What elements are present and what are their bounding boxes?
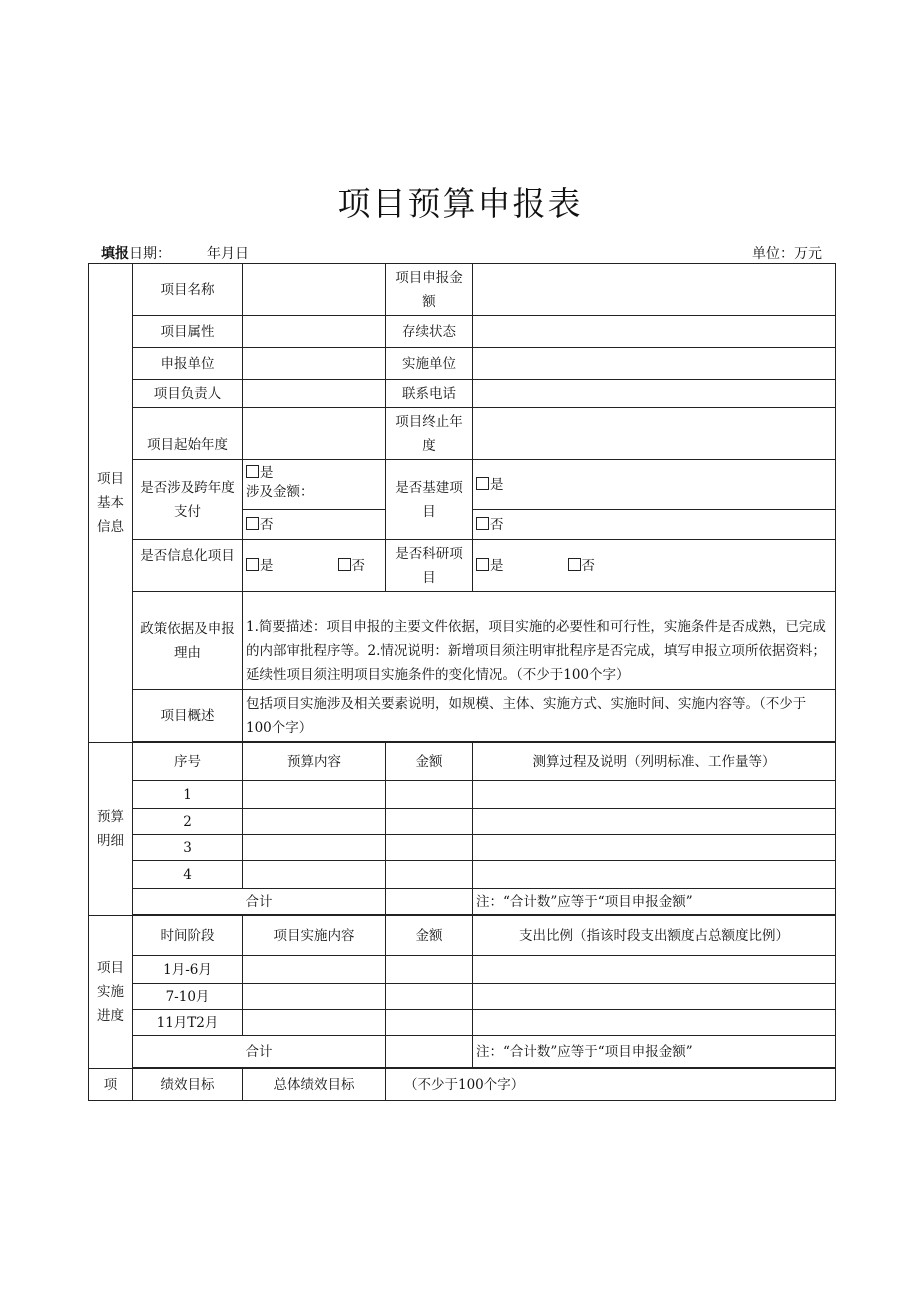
progress-period: 7-10月 xyxy=(133,984,243,1010)
construction-no-cell xyxy=(473,510,836,540)
research-yes-text: 是 xyxy=(490,557,504,574)
budget-content-input[interactable] xyxy=(243,861,386,889)
progress-header-period: 时间阶段 xyxy=(133,916,243,956)
budget-total-label: 合计 xyxy=(133,889,386,915)
construction-yes-cell xyxy=(473,460,836,510)
page-title: 项目预算申报表 xyxy=(337,184,583,223)
budget-header-no: 序号 xyxy=(133,743,243,781)
budget-calc-input[interactable] xyxy=(473,835,836,861)
budget-amount-input[interactable] xyxy=(386,781,473,809)
progress-total-label: 合计 xyxy=(133,1036,386,1068)
cross-amount-text: 涉及金额： xyxy=(246,484,314,500)
it-project-label: 是否信息化项目 xyxy=(133,540,243,592)
project-name-label: 项目名称 xyxy=(133,264,243,316)
progress-header-content: 项目实施内容 xyxy=(243,916,386,956)
overall-goal-input[interactable]: （不少于100个字） xyxy=(386,1069,836,1101)
budget-amount-input[interactable] xyxy=(386,861,473,889)
it-yes-text: 是 xyxy=(260,557,274,574)
budget-calc-input[interactable] xyxy=(473,861,836,889)
budget-row-no: 3 xyxy=(133,835,243,861)
budget-application-form xyxy=(88,263,836,1101)
budget-calc-input[interactable] xyxy=(473,781,836,809)
cross-no-text: 否 xyxy=(260,516,274,533)
project-name-input[interactable] xyxy=(243,264,386,316)
basic-info-section-label: 项目基本信息 xyxy=(89,264,133,743)
progress-total-amount[interactable] xyxy=(386,1036,473,1068)
apply-unit-input[interactable] xyxy=(243,348,386,380)
budget-amount-input[interactable] xyxy=(386,809,473,835)
budget-row-no: 4 xyxy=(133,861,243,889)
budget-content-input[interactable] xyxy=(243,781,386,809)
budget-section-label: 预算明细 xyxy=(89,743,133,916)
checkbox[interactable] xyxy=(568,558,581,571)
construction-label: 是否基建项目 xyxy=(386,460,473,540)
phone-label: 联系电话 xyxy=(386,380,473,408)
start-year-input[interactable] xyxy=(243,408,386,460)
budget-header-calc: 测算过程及说明（列明标准、工作量等） xyxy=(473,743,836,781)
overall-goal-label: 总体绩效目标 xyxy=(243,1069,386,1101)
end-year-label: 项目终止年度 xyxy=(386,408,473,460)
fill-date-label: 日期： xyxy=(129,246,171,262)
overview-text[interactable]: 包括项目实施涉及相关要素说明，如规模、主体、实施方式、实施时间、实施内容等。（不少于100个字） xyxy=(243,690,836,742)
cross-year-yes-cell xyxy=(243,460,386,510)
end-year-input[interactable] xyxy=(473,408,836,460)
checkbox[interactable] xyxy=(476,517,489,530)
budget-total-note: 注：“合计数”应等于“项目申报金额” xyxy=(473,889,836,915)
leader-label: 项目负责人 xyxy=(133,380,243,408)
checkbox[interactable] xyxy=(476,558,489,571)
policy-text[interactable]: 1.简要描述：项目申报的主要文件依据，项目实施的必要性和可行性，实施条件是否成熟，已完成的内部审批程序等。2.情况说明：新增项目须注明审批程序是否完成，填写申报立项所依据资料；延续性项目须注明项目实施条件的变化情况。（不少于100个字） xyxy=(243,592,836,690)
progress-total-note: 注：“合计数”应等于“项目申报金额” xyxy=(473,1036,836,1068)
fill-date xyxy=(101,243,249,263)
apply-amount-label: 项目申报金额 xyxy=(386,264,473,316)
progress-content-input[interactable] xyxy=(243,956,386,984)
unit-label: 单位：万元 xyxy=(752,246,822,262)
checkbox[interactable] xyxy=(338,558,351,571)
it-no-text: 否 xyxy=(351,557,365,574)
cross-year-no-cell xyxy=(243,510,386,540)
progress-amount-input[interactable] xyxy=(386,984,473,1010)
project-attr-label: 项目属性 xyxy=(133,316,243,348)
progress-ratio-input[interactable] xyxy=(473,984,836,1010)
start-year-label: 项目起始年度 xyxy=(133,408,243,460)
budget-row-no: 1 xyxy=(133,781,243,809)
budget-content-input[interactable] xyxy=(243,835,386,861)
impl-unit-label: 实施单位 xyxy=(386,348,473,380)
performance-section-label: 项 xyxy=(89,1069,133,1101)
budget-row-no: 2 xyxy=(133,809,243,835)
progress-section-label: 项目实施进度 xyxy=(89,916,133,1069)
checkbox[interactable] xyxy=(246,558,259,571)
fill-date-bold: 填报 xyxy=(101,246,129,262)
policy-label: 政策依据及申报理由 xyxy=(133,592,243,690)
budget-total-amount[interactable] xyxy=(386,889,473,915)
continuation-input[interactable] xyxy=(473,316,836,348)
budget-header-amount: 金额 xyxy=(386,743,473,781)
progress-amount-input[interactable] xyxy=(386,956,473,984)
cross-yes-text: 是 xyxy=(260,465,274,481)
leader-input[interactable] xyxy=(243,380,386,408)
construction-no-text: 否 xyxy=(490,516,504,533)
budget-amount-input[interactable] xyxy=(386,835,473,861)
project-attr-input[interactable] xyxy=(243,316,386,348)
continuation-label: 存续状态 xyxy=(386,316,473,348)
progress-period: 1月-6月 xyxy=(133,956,243,984)
research-no-text: 否 xyxy=(581,557,595,574)
progress-content-input[interactable] xyxy=(243,984,386,1010)
cross-year-label: 是否涉及跨年度支付 xyxy=(133,460,243,540)
apply-amount-input[interactable] xyxy=(473,264,836,316)
construction-yes-text: 是 xyxy=(490,476,504,493)
budget-content-input[interactable] xyxy=(243,809,386,835)
fill-date-value[interactable]: 年月日 xyxy=(207,246,249,262)
progress-header-amount: 金额 xyxy=(386,916,473,956)
performance-goal-label: 绩效目标 xyxy=(133,1069,243,1101)
progress-amount-input[interactable] xyxy=(386,1010,473,1036)
progress-ratio-input[interactable] xyxy=(473,1010,836,1036)
budget-header-content: 预算内容 xyxy=(243,743,386,781)
it-options xyxy=(243,540,386,592)
progress-content-input[interactable] xyxy=(243,1010,386,1036)
progress-period: 11月T2月 xyxy=(133,1010,243,1036)
progress-header-ratio: 支出比例（指该时段支出额度占总额度比例） xyxy=(473,916,836,956)
impl-unit-input[interactable] xyxy=(473,348,836,380)
progress-ratio-input[interactable] xyxy=(473,956,836,984)
checkbox[interactable] xyxy=(246,517,259,530)
checkbox[interactable] xyxy=(246,465,259,478)
apply-unit-label: 申报单位 xyxy=(133,348,243,380)
checkbox[interactable] xyxy=(476,477,489,490)
budget-calc-input[interactable] xyxy=(473,809,836,835)
research-options xyxy=(473,540,836,592)
research-label: 是否科研项目 xyxy=(386,540,473,592)
phone-input[interactable] xyxy=(473,380,836,408)
overview-label: 项目概述 xyxy=(133,690,243,742)
